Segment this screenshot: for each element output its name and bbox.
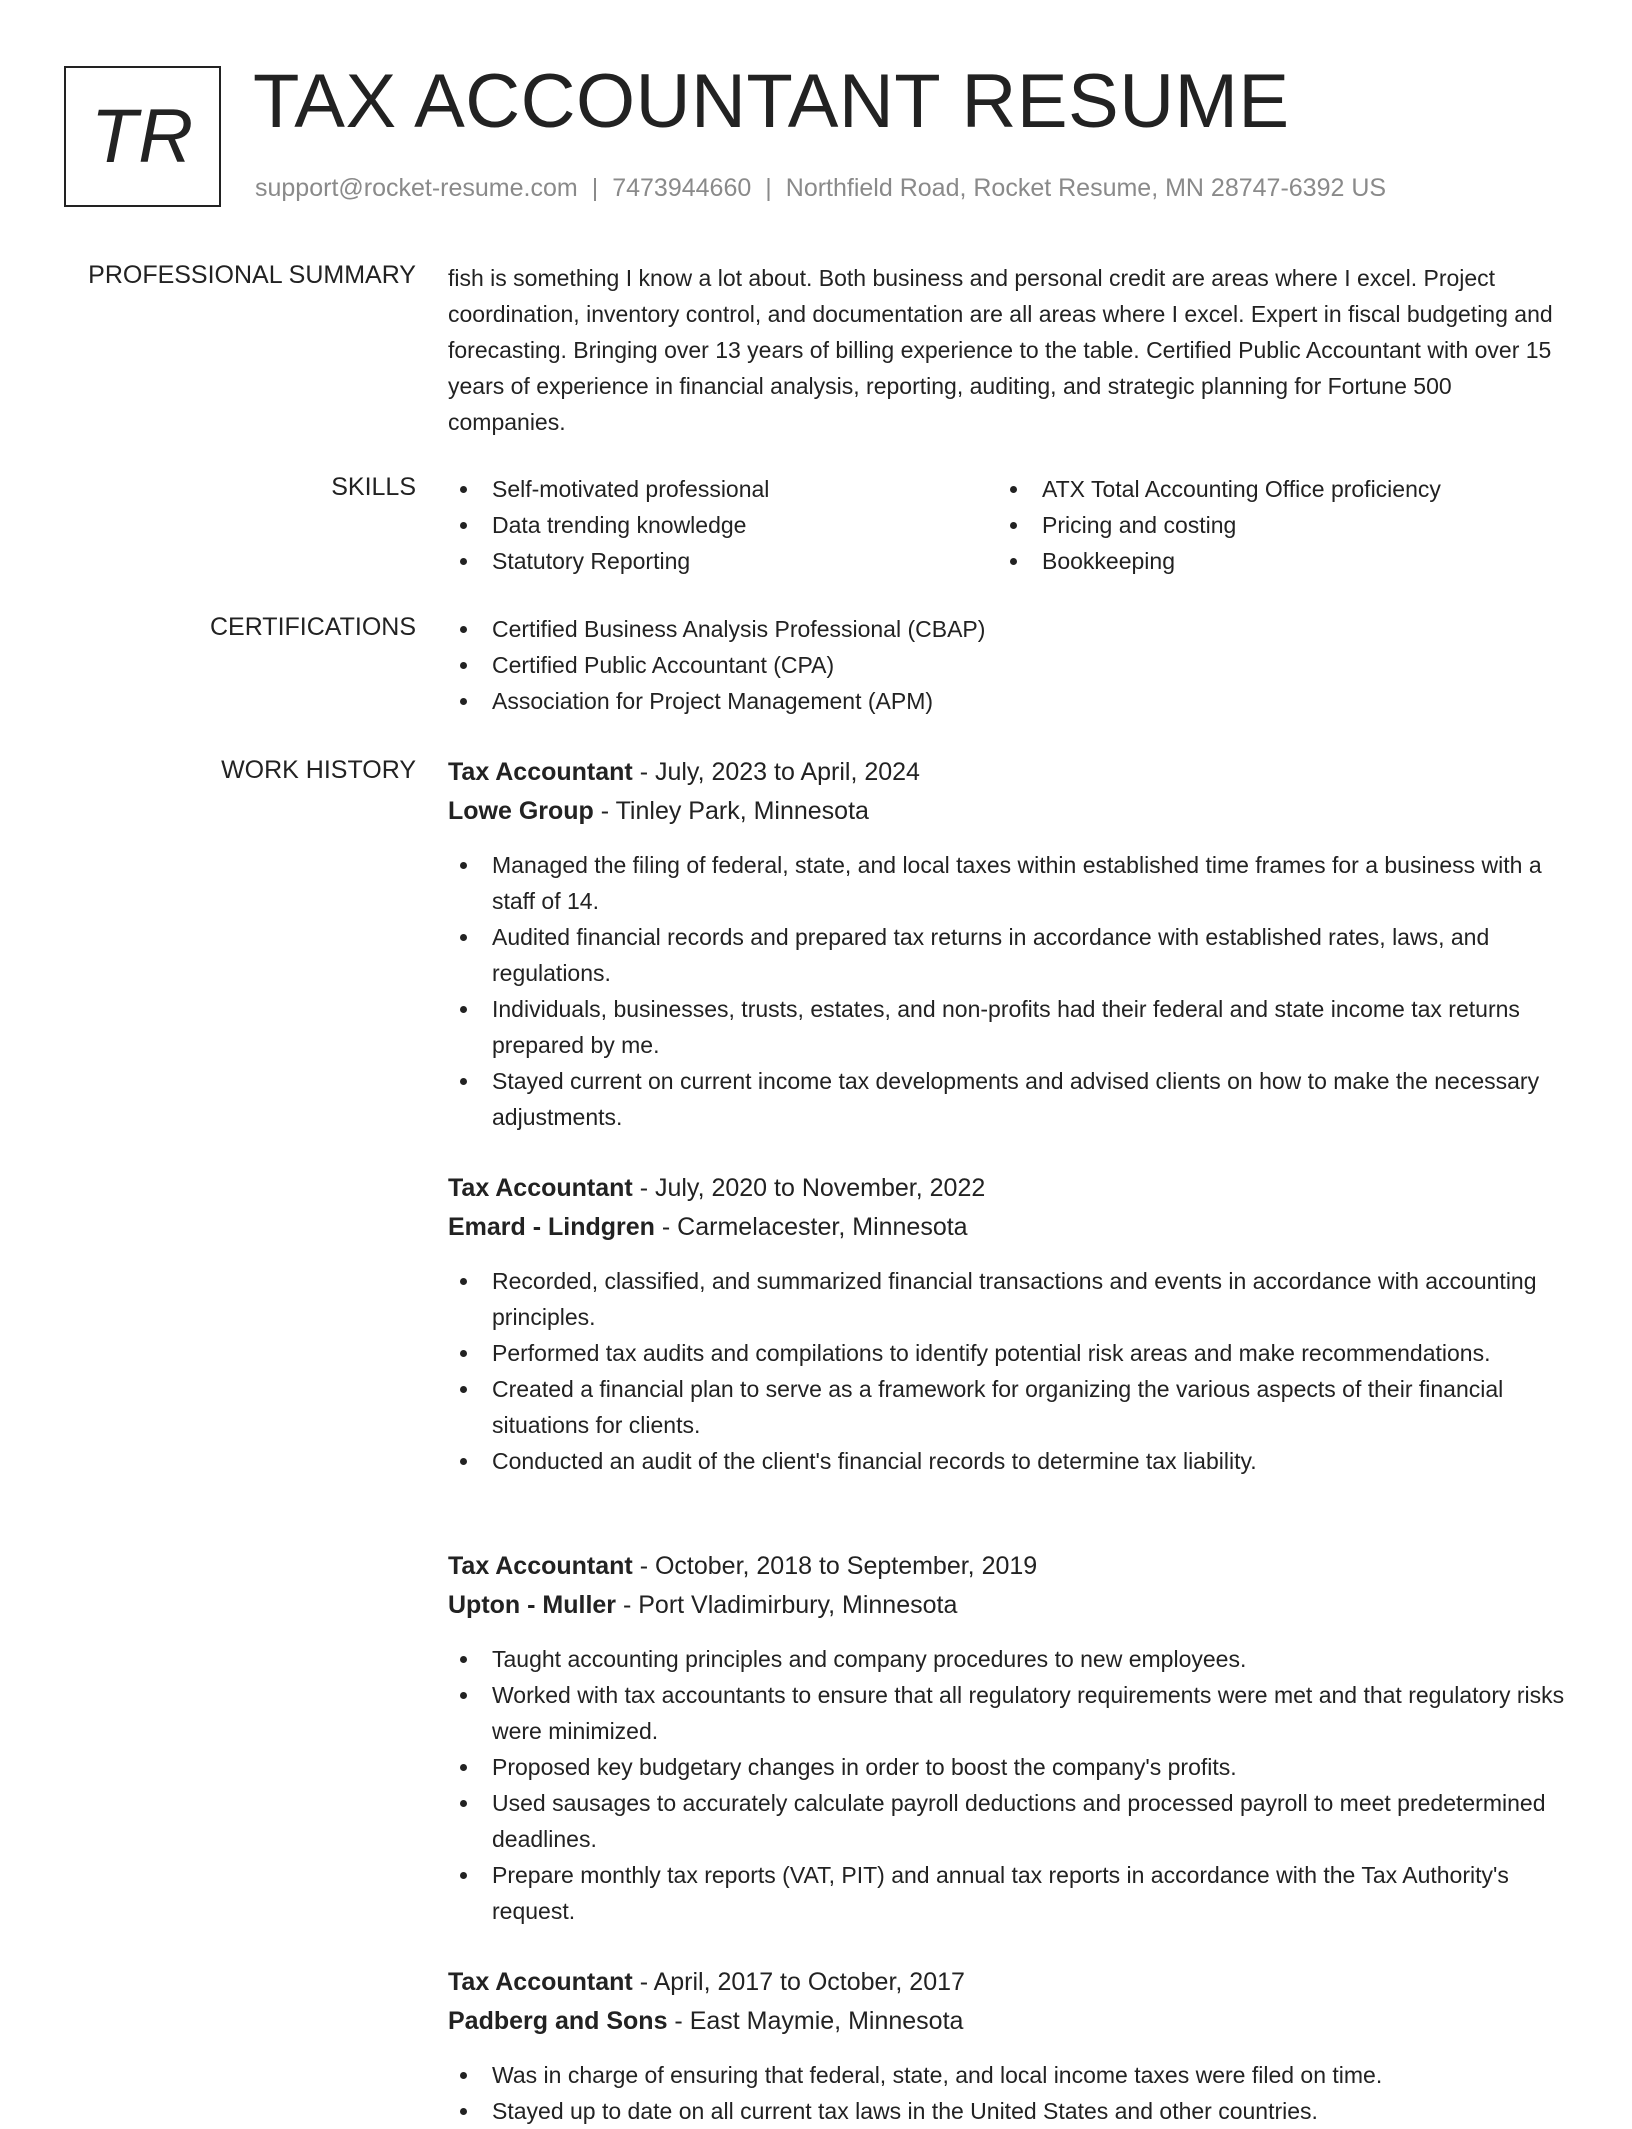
contact-separator: | — [765, 174, 772, 202]
job-company-line — [448, 1586, 1578, 1625]
job-entry — [448, 1169, 1578, 1479]
contact-address: Northfield Road, Rocket Resume, MN 28747-6392 US — [785, 174, 1387, 202]
skill-item: Bookkeeping — [998, 543, 1548, 579]
job-title-line — [448, 1547, 1578, 1586]
job-company-line — [448, 2002, 1578, 2041]
job-duty: Proposed key budgetary changes in order to boost the company's profits. — [448, 1749, 1568, 1785]
job-duty: Managed the filing of federal, state, and local taxes within established time frames for a business with a staff of 14. — [448, 847, 1568, 919]
job-dates: - April, 2017 to October, 2017 — [632, 1968, 965, 1996]
job-duties-list — [448, 1263, 1568, 1479]
contact-separator: | — [591, 174, 599, 202]
certification-item: Association for Project Management (APM) — [448, 683, 1568, 719]
summary-section — [448, 260, 1568, 440]
contact-phone[interactable]: 7473944660 — [612, 174, 752, 202]
job-duty: Audited financial records and prepared tax returns in accordance with established rates, laws, and regulations. — [448, 919, 1568, 991]
section-label-summary: PROFESSIONAL SUMMARY — [88, 261, 416, 289]
job-duty: Worked with tax accountants to ensure that all regulatory requirements were met and that regulatory risks were minimized. — [448, 1677, 1568, 1749]
job-duties-list — [448, 1641, 1568, 1929]
monogram-initials: TR — [90, 94, 195, 179]
job-duty: Stayed up to date on all current tax laws in the United States and other countries. — [448, 2093, 1568, 2129]
job-title: Tax Accountant — [448, 1552, 633, 1580]
certification-item: Certified Business Analysis Professional (CBAP) — [448, 611, 1568, 647]
summary-text: fish is something I know a lot about. Both business and personal credit are areas where I excel. Project coordination, inventory control, and documentation are all areas where I excel. Expert in fiscal budgeting and forecasting. Bringing over 13 years of billing experience to the table. Certified Public Accountant with over 15 years of experience in financial analysis, reporting, auditing, and strategic planning for Fortune 500 companies. — [448, 265, 1553, 435]
job-company-line — [448, 1208, 1578, 1247]
job-company: Lowe Group — [448, 797, 594, 825]
job-duties-list — [448, 847, 1568, 1135]
skill-item: Statutory Reporting — [448, 543, 998, 579]
job-duty: Stayed current on current income tax developments and advised clients on how to make the necessary adjustments. — [448, 1063, 1568, 1135]
job-title-line — [448, 1963, 1578, 2002]
job-duty: Prepare monthly tax reports (VAT, PIT) and annual tax reports in accordance with the Tax Authority's request. — [448, 1857, 1568, 1929]
job-location: - Port Vladimirbury, Minnesota — [616, 1591, 958, 1619]
job-location: - Carmelacester, Minnesota — [654, 1213, 968, 1241]
contact-line — [255, 174, 1386, 203]
job-duty: Performed tax audits and compilations to identify potential risk areas and make recommendations. — [448, 1335, 1568, 1371]
job-entry — [448, 753, 1578, 1135]
job-location: - East Maymie, Minnesota — [667, 2007, 964, 2035]
job-duty: Conducted an audit of the client's financial records to determine tax liability. — [448, 1443, 1568, 1479]
skills-section — [448, 471, 1568, 579]
job-title-line — [448, 1169, 1578, 1208]
section-label-work-history: WORK HISTORY — [221, 756, 416, 784]
job-company: Upton - Muller — [448, 1591, 617, 1619]
job-location: - Tinley Park, Minnesota — [593, 797, 869, 825]
job-dates: - July, 2020 to November, 2022 — [632, 1174, 986, 1202]
certification-item: Certified Public Accountant (CPA) — [448, 647, 1568, 683]
contact-email[interactable]: support@rocket-resume.com — [255, 174, 578, 202]
job-entry — [448, 1963, 1578, 2129]
job-duty: Created a financial plan to serve as a framework for organizing the various aspects of their financial situations for clients. — [448, 1371, 1568, 1443]
skill-item: Data trending knowledge — [448, 507, 998, 543]
certifications-list — [448, 611, 1568, 719]
skill-item: ATX Total Accounting Office proficiency — [998, 471, 1548, 507]
job-duties-list — [448, 2057, 1568, 2129]
job-title-line — [448, 753, 1578, 792]
skill-item: Pricing and costing — [998, 507, 1548, 543]
job-title: Tax Accountant — [448, 1174, 633, 1202]
job-duty: Taught accounting principles and company procedures to new employees. — [448, 1641, 1568, 1677]
monogram-badge — [64, 66, 221, 207]
job-duty: Individuals, businesses, trusts, estates, and non-profits had their federal and state income tax returns prepared by me. — [448, 991, 1568, 1063]
job-entry — [448, 1547, 1578, 1929]
job-duty: Used sausages to accurately calculate payroll deductions and processed payroll to meet predetermined deadlines. — [448, 1785, 1568, 1857]
section-label-certifications: CERTIFICATIONS — [209, 613, 416, 641]
job-company: Emard - Lindgren — [448, 1213, 655, 1241]
page-title: TAX ACCOUNTANT RESUME — [253, 59, 1290, 144]
job-duty: Recorded, classified, and summarized financial transactions and events in accordance with accounting principles. — [448, 1263, 1568, 1335]
job-title: Tax Accountant — [448, 1968, 633, 1996]
job-company: Padberg and Sons — [448, 2007, 668, 2035]
job-duty: Was in charge of ensuring that federal, state, and local income taxes were filed on time. — [448, 2057, 1568, 2093]
job-company-line — [448, 792, 1578, 831]
skill-item: Self-motivated professional — [448, 471, 998, 507]
section-label-skills: SKILLS — [331, 473, 416, 501]
certifications-section — [448, 611, 1568, 719]
job-title: Tax Accountant — [448, 758, 633, 786]
skills-list-left — [448, 471, 998, 579]
job-dates: - October, 2018 to September, 2019 — [632, 1552, 1038, 1580]
skills-list-right — [998, 471, 1548, 579]
job-dates: - July, 2023 to April, 2024 — [632, 758, 920, 786]
